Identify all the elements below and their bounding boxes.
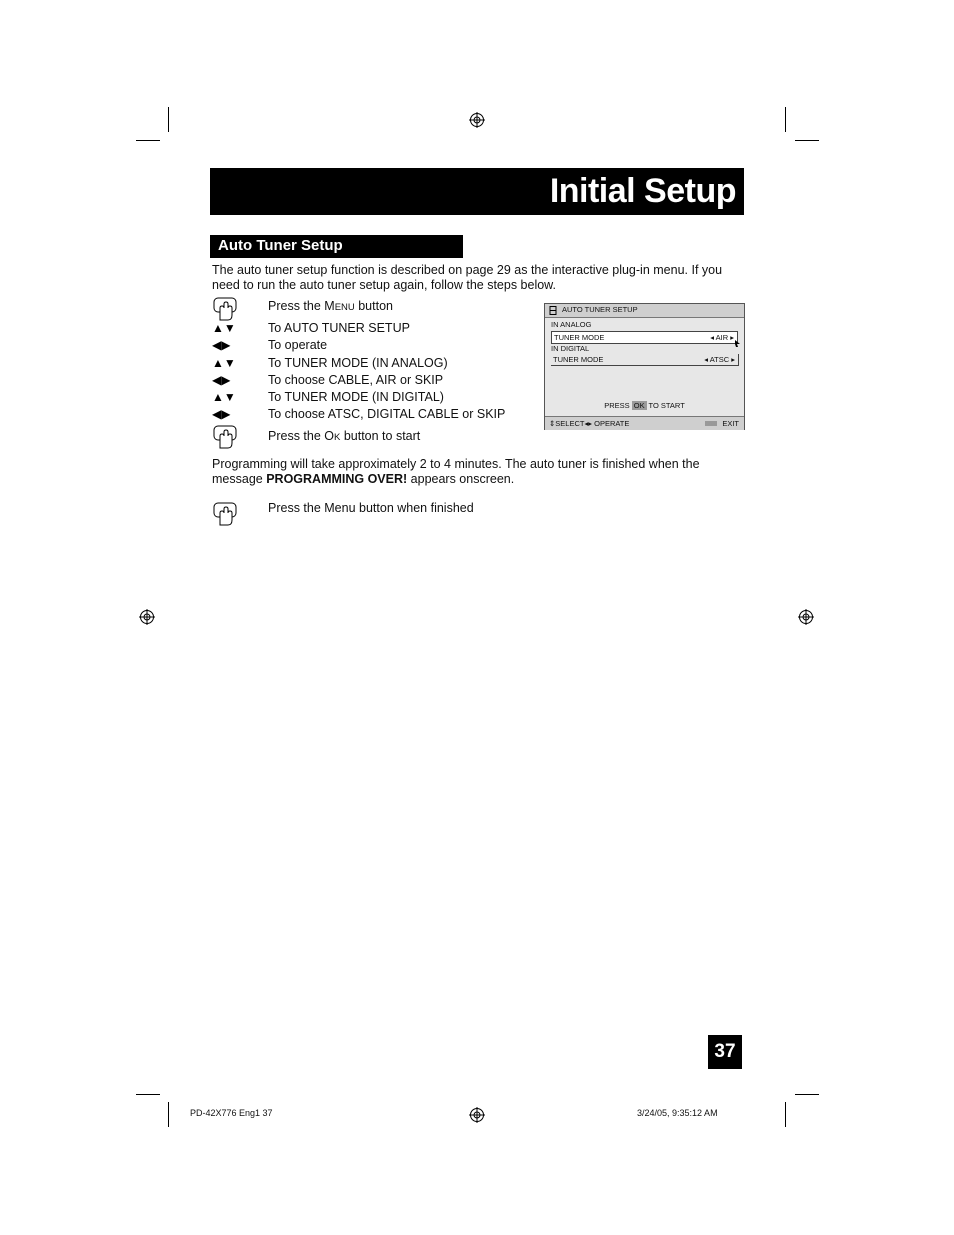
up-down-arrows-icon: ▲▼	[212, 321, 236, 335]
osd-select-hint: ⇕SELECT◂▸ OPERATE	[549, 419, 630, 428]
programming-prefix: message	[212, 472, 267, 486]
osd-header	[545, 304, 744, 318]
step-text-prefix: Press the O	[268, 429, 334, 443]
osd-value-text: AIR	[715, 333, 729, 342]
hand-press-icon	[213, 425, 237, 449]
registration-mark-icon	[798, 609, 814, 625]
step-label	[268, 299, 393, 313]
crop-mark	[168, 107, 169, 132]
step-label: To choose CABLE, AIR or SKIP	[268, 373, 444, 387]
osd-row-label: IN ANALOG	[551, 320, 592, 329]
step-label: To choose ATSC, DIGITAL CABLE or SKIP	[268, 407, 506, 421]
tuner-icon	[549, 306, 557, 315]
crop-mark	[136, 140, 160, 141]
osd-exit-text: EXIT	[722, 419, 739, 428]
osd-to-start-text: TO START	[648, 401, 685, 410]
osd-select-text: SELECT	[555, 419, 585, 428]
osd-row[interactable]	[551, 354, 739, 366]
osd-press-text: PRESS	[604, 401, 630, 410]
programming-paragraph	[212, 457, 700, 487]
page-number: 37	[708, 1035, 742, 1069]
section-header	[210, 235, 463, 258]
programming-line	[212, 472, 700, 487]
step-label: To AUTO TUNER SETUP	[268, 321, 410, 335]
crop-mark	[785, 1102, 786, 1127]
step-label: Press the Menu button when finished	[268, 501, 474, 515]
intro-line: need to run the auto tuner setup again, follow the steps below.	[212, 278, 556, 292]
osd-row-label: TUNER MODE	[553, 355, 604, 364]
hand-press-icon	[213, 297, 237, 321]
osd-row-value: ◂ AIR ▸	[710, 333, 734, 342]
step-label: To operate	[268, 338, 328, 352]
pointer-icon	[735, 340, 741, 347]
left-right-arrows-icon: ◀▶	[212, 338, 231, 352]
menu-button-icon: MENU	[705, 421, 717, 426]
left-right-arrows-icon: ◀▶	[212, 373, 231, 387]
up-down-arrows-icon: ▲▼	[212, 390, 236, 404]
osd-press-prompt	[545, 401, 744, 410]
programming-bold: PROGRAMMING OVER!	[266, 472, 408, 486]
registration-mark-icon	[469, 1107, 485, 1123]
section-title: Auto Tuner Setup	[218, 237, 343, 254]
programming-suffix: appears onscreen.	[407, 472, 515, 486]
registration-mark-icon	[469, 112, 485, 128]
osd-title: AUTO TUNER SETUP	[562, 305, 638, 314]
up-down-arrows-icon: ▲▼	[212, 356, 236, 370]
left-right-arrows-icon: ◀▶	[212, 407, 231, 421]
step-text-suffix: button	[354, 299, 393, 313]
step-label: To TUNER MODE (IN DIGITAL)	[268, 390, 444, 404]
ok-button-icon: OK	[633, 401, 645, 410]
crop-mark	[785, 107, 786, 132]
osd-operate-text: OPERATE	[594, 419, 630, 428]
osd-footer	[545, 416, 744, 430]
step-label: To TUNER MODE (IN ANALOG)	[268, 356, 448, 370]
programming-line: Programming will take approximately 2 to 4 minutes. The auto tuner is finished when the	[212, 457, 700, 471]
registration-mark-icon	[139, 609, 155, 625]
page-title: Initial Setup	[549, 172, 736, 210]
intro-line: The auto tuner setup function is described on page 29 as the interactive plug-in menu. If you	[212, 263, 723, 277]
step-text-smallcaps: K	[334, 432, 341, 443]
osd-row-value: ◂ ATSC ▸	[704, 355, 735, 364]
step-text-prefix: Press the M	[268, 299, 335, 313]
footer-left: PD-42X776 Eng1 37	[190, 1108, 273, 1118]
footer-right: 3/24/05, 9:35:12 AM	[637, 1108, 718, 1118]
step-text-suffix: button to start	[340, 429, 421, 443]
osd-row-label: TUNER MODE	[554, 333, 605, 342]
crop-mark	[795, 1094, 819, 1095]
crop-mark	[136, 1094, 160, 1095]
hand-press-icon	[213, 502, 237, 526]
osd-screen	[544, 303, 745, 430]
osd-row	[551, 319, 738, 330]
title-bar	[210, 168, 744, 215]
crop-mark	[168, 1102, 169, 1127]
intro-paragraph	[212, 263, 722, 293]
osd-value-text: ATSC	[709, 355, 730, 364]
osd-row-label: IN DIGITAL	[551, 344, 590, 353]
osd-row	[551, 343, 738, 354]
crop-mark	[795, 140, 819, 141]
step-label	[268, 429, 420, 443]
step-text-smallcaps: ENU	[334, 302, 355, 313]
